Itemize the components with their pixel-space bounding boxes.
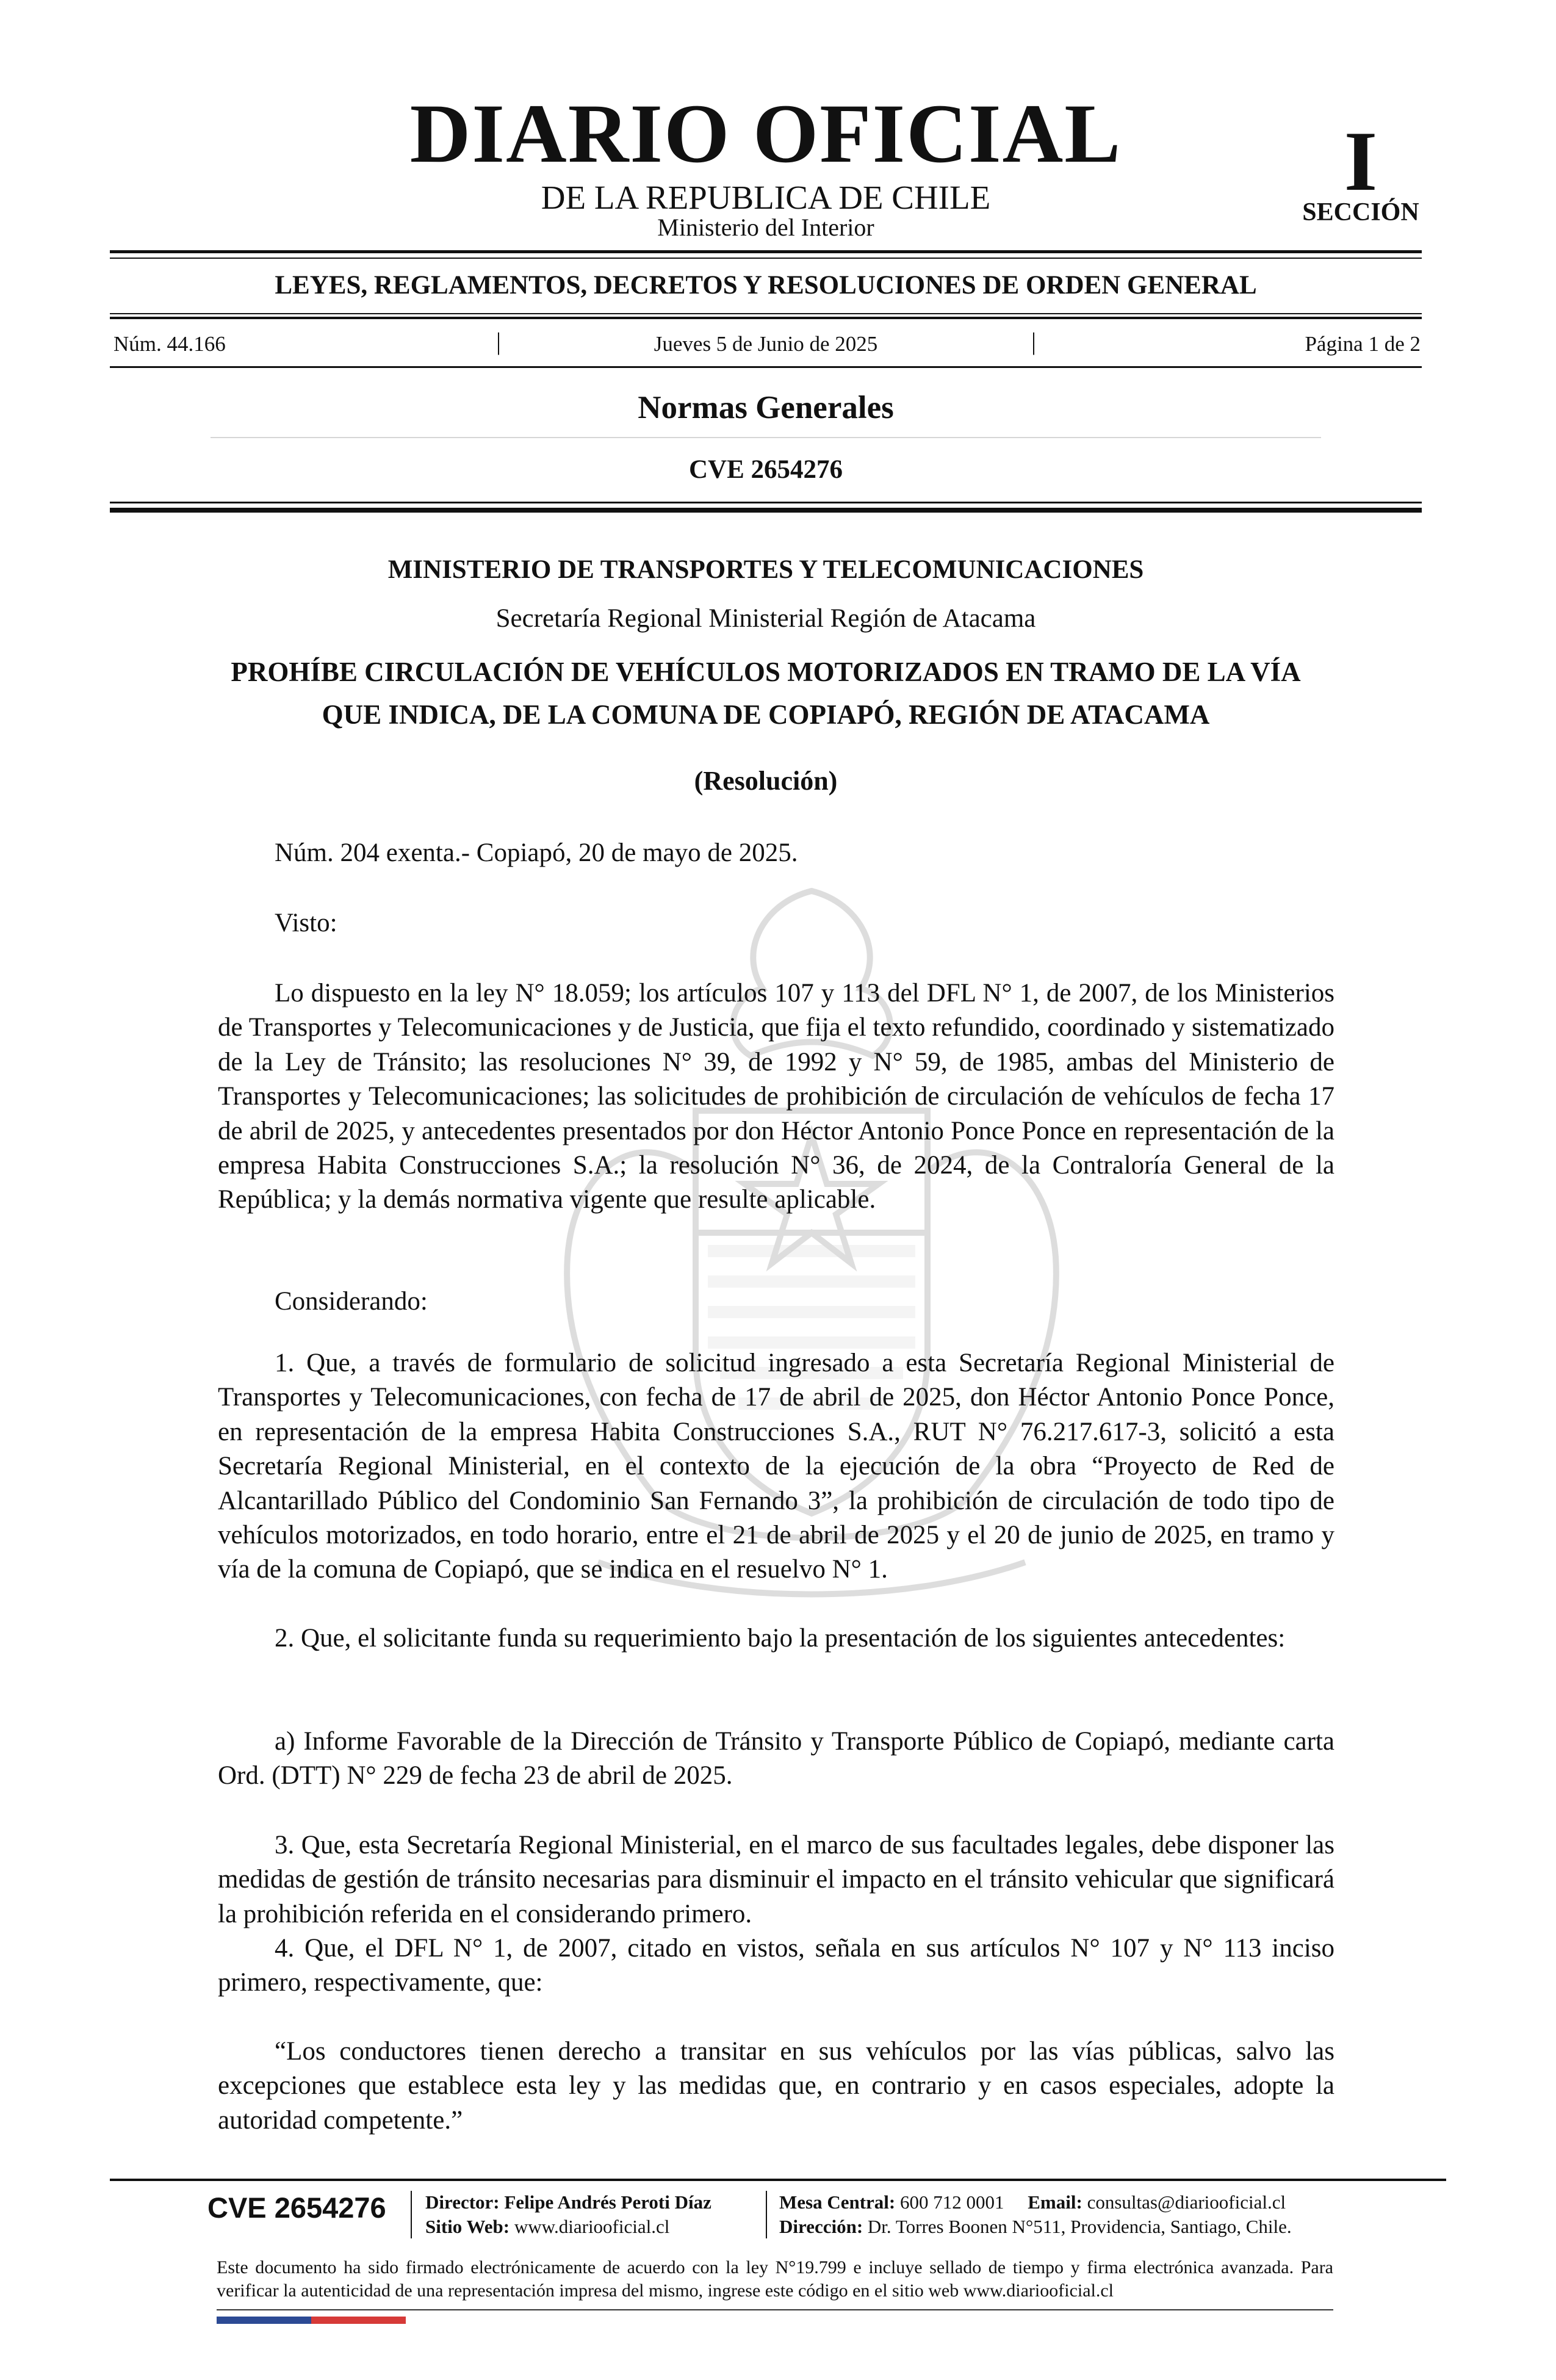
considerando-4: 4. Que, el DFL N° 1, de 2007, citado en vistos, señala en sus artículos N° 107 y N° 113 inciso primero, respectivamente, que: xyxy=(218,1934,1334,1997)
email-link[interactable]: consultas@diariooficial.cl xyxy=(1087,2191,1286,2213)
website-label: Sitio Web: xyxy=(425,2216,510,2237)
issue-number: Núm. 44.166 xyxy=(113,332,226,356)
director-label: Director: xyxy=(425,2191,500,2213)
visto-paragraph: Lo dispuesto en la ley N° 18.059; los artículos 107 y 113 del DFL N° 1, de 2007, de los Ministerios de Transportes y Telecomunicaciones y de Justicia, que fija el texto refundido, coordinado y sistematizado de la Ley de Tránsito; las resoluciones N° 39, de 1992 y N° 59, de 1985, ambas del Ministerio de Transportes y Telecomunicaciones; las solicitudes de prohibición de circulación de vehículos de fecha 17 de abril de 2025, y antecedentes presentados por don Héctor Antonio Ponce Ponce en representación de la empresa Habita Construcciones S.A.; la resolución N° 36, de 2024, de la Contraloría General de la República; y la demás normativa vigente que resulte aplicable. xyxy=(218,979,1334,1214)
header-rule-thin xyxy=(110,502,1422,503)
flag-stripe-red xyxy=(311,2317,406,2324)
signature-notice: Este documento ha sido firmado electrónicamente de acuerdo con la ley N°19.799 e incluye sellado de tiempo y firma electrónica avanzada. Para verificar la autenticidad de una representación impresa del mismo, ingrese este código en el sitio web www.diariooficial.cl xyxy=(217,2257,1333,2301)
legal-quote: “Los conductores tienen derecho a transitar en sus vehículos por las vías públicas, salvo las excepciones que establece esta ley y las medidas que, en contrario y en casos especiales, adopte la autoridad competente.” xyxy=(218,2037,1334,2135)
footer-website xyxy=(425,2215,669,2239)
masthead-subtitle: DE LA REPUBLICA DE CHILE xyxy=(541,179,991,216)
resolution-number: Núm. 204 exenta.- Copiapó, 20 de mayo de 2025. xyxy=(275,838,798,867)
website-link[interactable]: www.diariooficial.cl xyxy=(514,2216,670,2237)
issue-page: Página 1 de 2 xyxy=(1305,332,1421,356)
section-label: SECCIÓN xyxy=(1302,198,1419,226)
section-numeral: I xyxy=(1344,114,1378,209)
masthead-rule-thick xyxy=(110,250,1422,253)
footer-cve-code: CVE 2654276 xyxy=(207,2191,386,2224)
address-label: Dirección: xyxy=(779,2216,863,2237)
category-heading: LEYES, REGLAMENTOS, DECRETOS Y RESOLUCIONES DE ORDEN GENERAL xyxy=(275,271,1257,300)
resolution-title: PROHÍBE CIRCULACIÓN DE VEHÍCULOS MOTORIZADOS EN TRAMO DE LA VÍA QUE INDICA, DE LA COMUNA DE COPIAPÓ, REGIÓN DE ATACAMA xyxy=(231,657,1301,730)
cve-code: CVE 2654276 xyxy=(688,455,843,484)
issue-separator-right: | xyxy=(1031,328,1037,355)
considerando-1: 1. Que, a través de formulario de solicitud ingresado a esta Secretaría Regional Ministerial de Transportes y Telecomunicaciones, con fecha de 17 de abril de 2025, don Héctor Antonio Ponce Ponce, en representación de la empresa Habita Construcciones S.A., RUT N° 76.217.617-3, solicitó a esta Secretaría Regional Ministerial, en el contexto de la ejecución de la obra “Proyecto de Red de Alcantarillado Público del Condominio San Fernando 3”, la prohibición de circulación de todo tipo de vehículos motorizados, en todo horario, entre el 21 de abril de 2025 y el 20 de junio de 2025, en tramo y vía de la comuna de Copiapó, que se indica en el resuelvo N° 1. xyxy=(218,1349,1334,1584)
address-value: Dr. Torres Boonen N°511, Providencia, Santiago, Chile. xyxy=(867,2216,1292,2237)
document-type: (Resolución) xyxy=(694,766,838,796)
header-rule-thick xyxy=(110,508,1422,513)
masthead-rule-thin xyxy=(110,258,1422,259)
considerando-2a: a) Informe Favorable de la Dirección de Tránsito y Transporte Público de Copiapó, mediante carta Ord. (DTT) N° 229 de fecha 23 de abril de 2025. xyxy=(218,1727,1334,1790)
considerando-label: Considerando: xyxy=(275,1287,428,1316)
footer-divider-left xyxy=(411,2191,412,2238)
mesa-label: Mesa Central: xyxy=(779,2191,896,2213)
footer-contact xyxy=(779,2190,1286,2215)
mesa-phone: 600 712 0001 xyxy=(900,2191,1004,2213)
footer-divider-right xyxy=(766,2191,767,2238)
visto-label: Visto: xyxy=(275,909,337,937)
footer-rule xyxy=(110,2179,1446,2181)
email-label: Email: xyxy=(1028,2191,1082,2213)
issue-date: Jueves 5 de Junio de 2025 xyxy=(654,332,878,356)
footer-bottom-rule xyxy=(217,2309,1333,2310)
category-rule-thick xyxy=(110,317,1422,319)
issue-rule xyxy=(110,366,1422,368)
director-name: Felipe Andrés Peroti Díaz xyxy=(504,2191,711,2213)
section-heading: Normas Generales xyxy=(638,390,894,425)
footer-director xyxy=(425,2190,711,2215)
secretariat-heading: Secretaría Regional Ministerial Región de Atacama xyxy=(495,604,1036,633)
considerando-2: 2. Que, el solicitante funda su requerimiento bajo la presentación de los siguientes antecedentes: xyxy=(275,1624,1286,1653)
considerando-3: 3. Que, esta Secretaría Regional Ministerial, en el marco de sus facultades legales, debe disponer las medidas de gestión de tránsito necesarias para disminuir el impacto en el tránsito vehicular que significará la prohibición referida en el considerando primero. xyxy=(218,1831,1334,1928)
category-rule-thin xyxy=(110,313,1422,314)
footer-address xyxy=(779,2215,1292,2239)
ministry-heading: MINISTERIO DE TRANSPORTES Y TELECOMUNICACIONES xyxy=(387,555,1144,584)
masthead-title: DIARIO OFICIAL xyxy=(409,87,1122,180)
flag-stripe-blue xyxy=(217,2317,311,2324)
issue-separator-left: | xyxy=(496,328,502,355)
masthead-ministry: Ministerio del Interior xyxy=(657,214,874,241)
section-heading-rule xyxy=(211,437,1321,438)
